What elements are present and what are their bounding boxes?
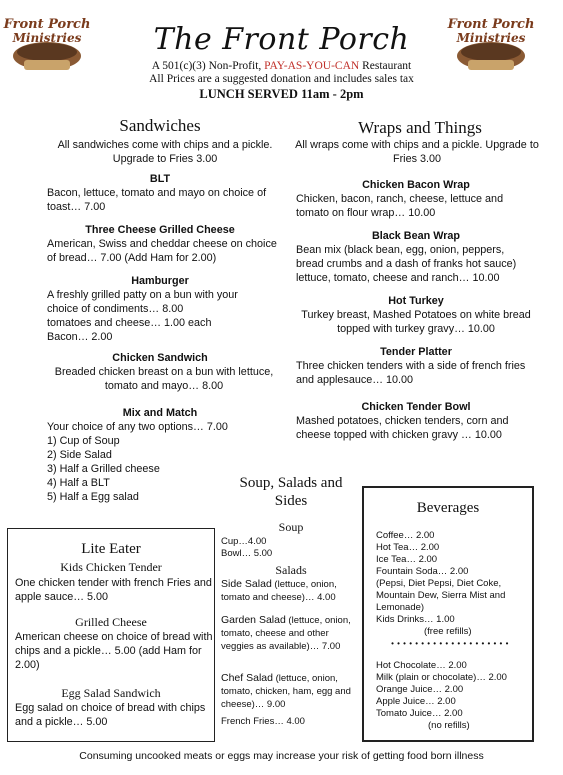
three-cheese-name: Three Cheese Grilled Cheese — [85, 224, 235, 236]
blt-desc: Bacon, lettuce, tomato and mayo on choice of toast… 7.00 — [47, 187, 267, 213]
list-item: Ice Tea… 2.00 — [376, 554, 438, 565]
soup-subheading: Soup — [278, 520, 304, 534]
lunch-hours: LUNCH SERVED 11am - 2pm — [199, 87, 364, 101]
price-note: All Prices are a suggested donation and includes sales tax — [149, 73, 414, 85]
list-item: 3) Half a Grilled cheese — [47, 463, 160, 475]
mix-match-desc: Your choice of any two options… 7.00 — [47, 421, 228, 433]
page-title: The Front Porch — [153, 22, 410, 57]
sandwiches-intro: All sandwiches come with chips and a pickle. Upgrade to Fries 3.00 — [57, 139, 273, 165]
tender-platter-desc: Three chicken tenders with a side of french fries and applesauce… 10.00 — [296, 360, 526, 386]
list-item: Coffee… 2.00 — [376, 530, 435, 541]
salads-subheading: Salads — [275, 563, 307, 577]
soup-salads-heading: Soup, Salads and Sides — [239, 475, 343, 509]
svg-text:Front Porch: Front Porch — [3, 17, 91, 32]
list-item: 2) Side Salad — [47, 449, 112, 461]
list-item: (Pepsi, Diet Pepsi, Diet Coke, Mountain Dew, Sierra Mist and Lemonade) — [376, 578, 506, 613]
grilled-cheese-name: Grilled Cheese — [75, 615, 147, 629]
list-item: Apple Juice… 2.00 — [376, 696, 456, 707]
list-item: Orange Juice… 2.00 — [376, 684, 464, 695]
list-item: 1) Cup of Soup — [47, 435, 120, 447]
egg-salad-desc: Egg salad on choice of bread with chips and a pickle… 5.00 — [15, 702, 206, 728]
chicken-bacon-wrap-desc: Chicken, bacon, ranch, cheese, lettuce and tomato on flour wrap… 10.00 — [296, 193, 504, 219]
hamburger-desc: A freshly grilled patty on a bun with your choice of condiments… 8.00 tomatoes and cheese… 1.00 each Bacon… 2.00 — [47, 289, 238, 343]
chicken-tender-bowl-name: Chicken Tender Bowl — [361, 401, 471, 413]
beverages-cold-list — [376, 660, 528, 732]
chicken-sandwich-desc: Breaded chicken breast on a bun with lettuce, tomato and mayo… 8.00 — [54, 366, 274, 392]
garden-salad: Garden Salad (lettuce, onion, tomato, cheese and other veggies as available)… 7.00 — [221, 614, 351, 652]
tender-platter-name: Tender Platter — [380, 346, 452, 358]
chicken-sandwich-name: Chicken Sandwich — [112, 352, 208, 364]
divider-dots: • • • • • • • • • • • • • • • • • • • • — [391, 639, 509, 648]
list-item: Fountain Soda… 2.00 — [376, 566, 469, 577]
beverages-hot-list — [376, 530, 528, 638]
wraps-heading: Wraps and Things — [358, 118, 482, 137]
list-item: (free refills) — [424, 626, 472, 637]
french-fries: French Fries… 4.00 — [221, 716, 305, 727]
svg-text:Front Porch: Front Porch — [447, 17, 535, 32]
lite-eater-heading: Lite Eater — [81, 541, 141, 557]
chef-salad: Chef Salad (lettuce, onion, tomato, chicken, ham, egg and cheese)… 9.00 — [221, 672, 351, 710]
chicken-bacon-wrap-name: Chicken Bacon Wrap — [362, 179, 470, 191]
kids-tender-desc: One chicken tender with french Fries and apple sauce… 5.00 — [15, 577, 212, 603]
list-item: 4) Half a BLT — [47, 477, 110, 489]
list-item: (no refills) — [428, 720, 470, 731]
food-safety-footer: Consuming uncooked meats or eggs may increase your risk of getting food born illness — [79, 750, 484, 762]
list-item: Hot Chocolate… 2.00 — [376, 660, 467, 671]
soup-cup: Cup…4.00 — [221, 536, 267, 547]
list-item: Tomato Juice… 2.00 — [376, 708, 463, 719]
svg-text:Ministries: Ministries — [456, 31, 526, 45]
mix-match-name: Mix and Match — [122, 407, 198, 419]
kids-tender-name: Kids Chicken Tender — [60, 560, 162, 574]
svg-text:Ministries: Ministries — [12, 31, 82, 45]
hot-turkey-name: Hot Turkey — [388, 295, 444, 307]
soup-bowl: Bowl… 5.00 — [221, 548, 273, 559]
wraps-intro: All wraps come with chips and a pickle. Upgrade to Fries 3.00 — [295, 139, 539, 165]
nonprofit-line: A 501(c)(3) Non-Profit, PAY-AS-YOU-CAN Restaurant — [151, 60, 412, 72]
chicken-tender-bowl-desc: Mashed potatoes, chicken tenders, corn and cheese topped with chicken gravy … 10.00 — [296, 415, 509, 441]
grilled-cheese-desc: American cheese on choice of bread with chips and a pickle… 5.00 (add Ham for 2.00) — [15, 631, 213, 671]
list-item: 5) Half a Egg salad — [47, 491, 139, 503]
three-cheese-desc: American, Swiss and cheddar cheese on choice of bread… 7.00 (Add Ham for 2.00) — [47, 238, 277, 264]
hot-turkey-desc: Turkey breast, Mashed Potatoes on white bread topped with turkey gravy… 10.00 — [301, 309, 531, 335]
black-bean-wrap-name: Black Bean Wrap — [371, 230, 460, 242]
list-item: Milk (plain or chocolate)… 2.00 — [376, 672, 507, 683]
list-item: Hot Tea… 2.00 — [376, 542, 440, 553]
sandwiches-heading: Sandwiches — [119, 116, 201, 135]
blt-name: BLT — [149, 173, 171, 185]
egg-salad-name: Egg Salad Sandwich — [61, 686, 161, 700]
side-salad: Side Salad (lettuce, onion, tomato and cheese)… 4.00 — [221, 578, 337, 603]
hamburger-name: Hamburger — [131, 275, 189, 287]
beverages-heading: Beverages — [416, 500, 480, 516]
list-item: Kids Drinks… 1.00 — [376, 614, 455, 625]
black-bean-wrap-desc: Bean mix (black bean, egg, onion, peppers, bread crumbs and a dash of franks hot sauce) lettuce, tomato, cheese and ranch… 10.00 — [296, 244, 517, 284]
